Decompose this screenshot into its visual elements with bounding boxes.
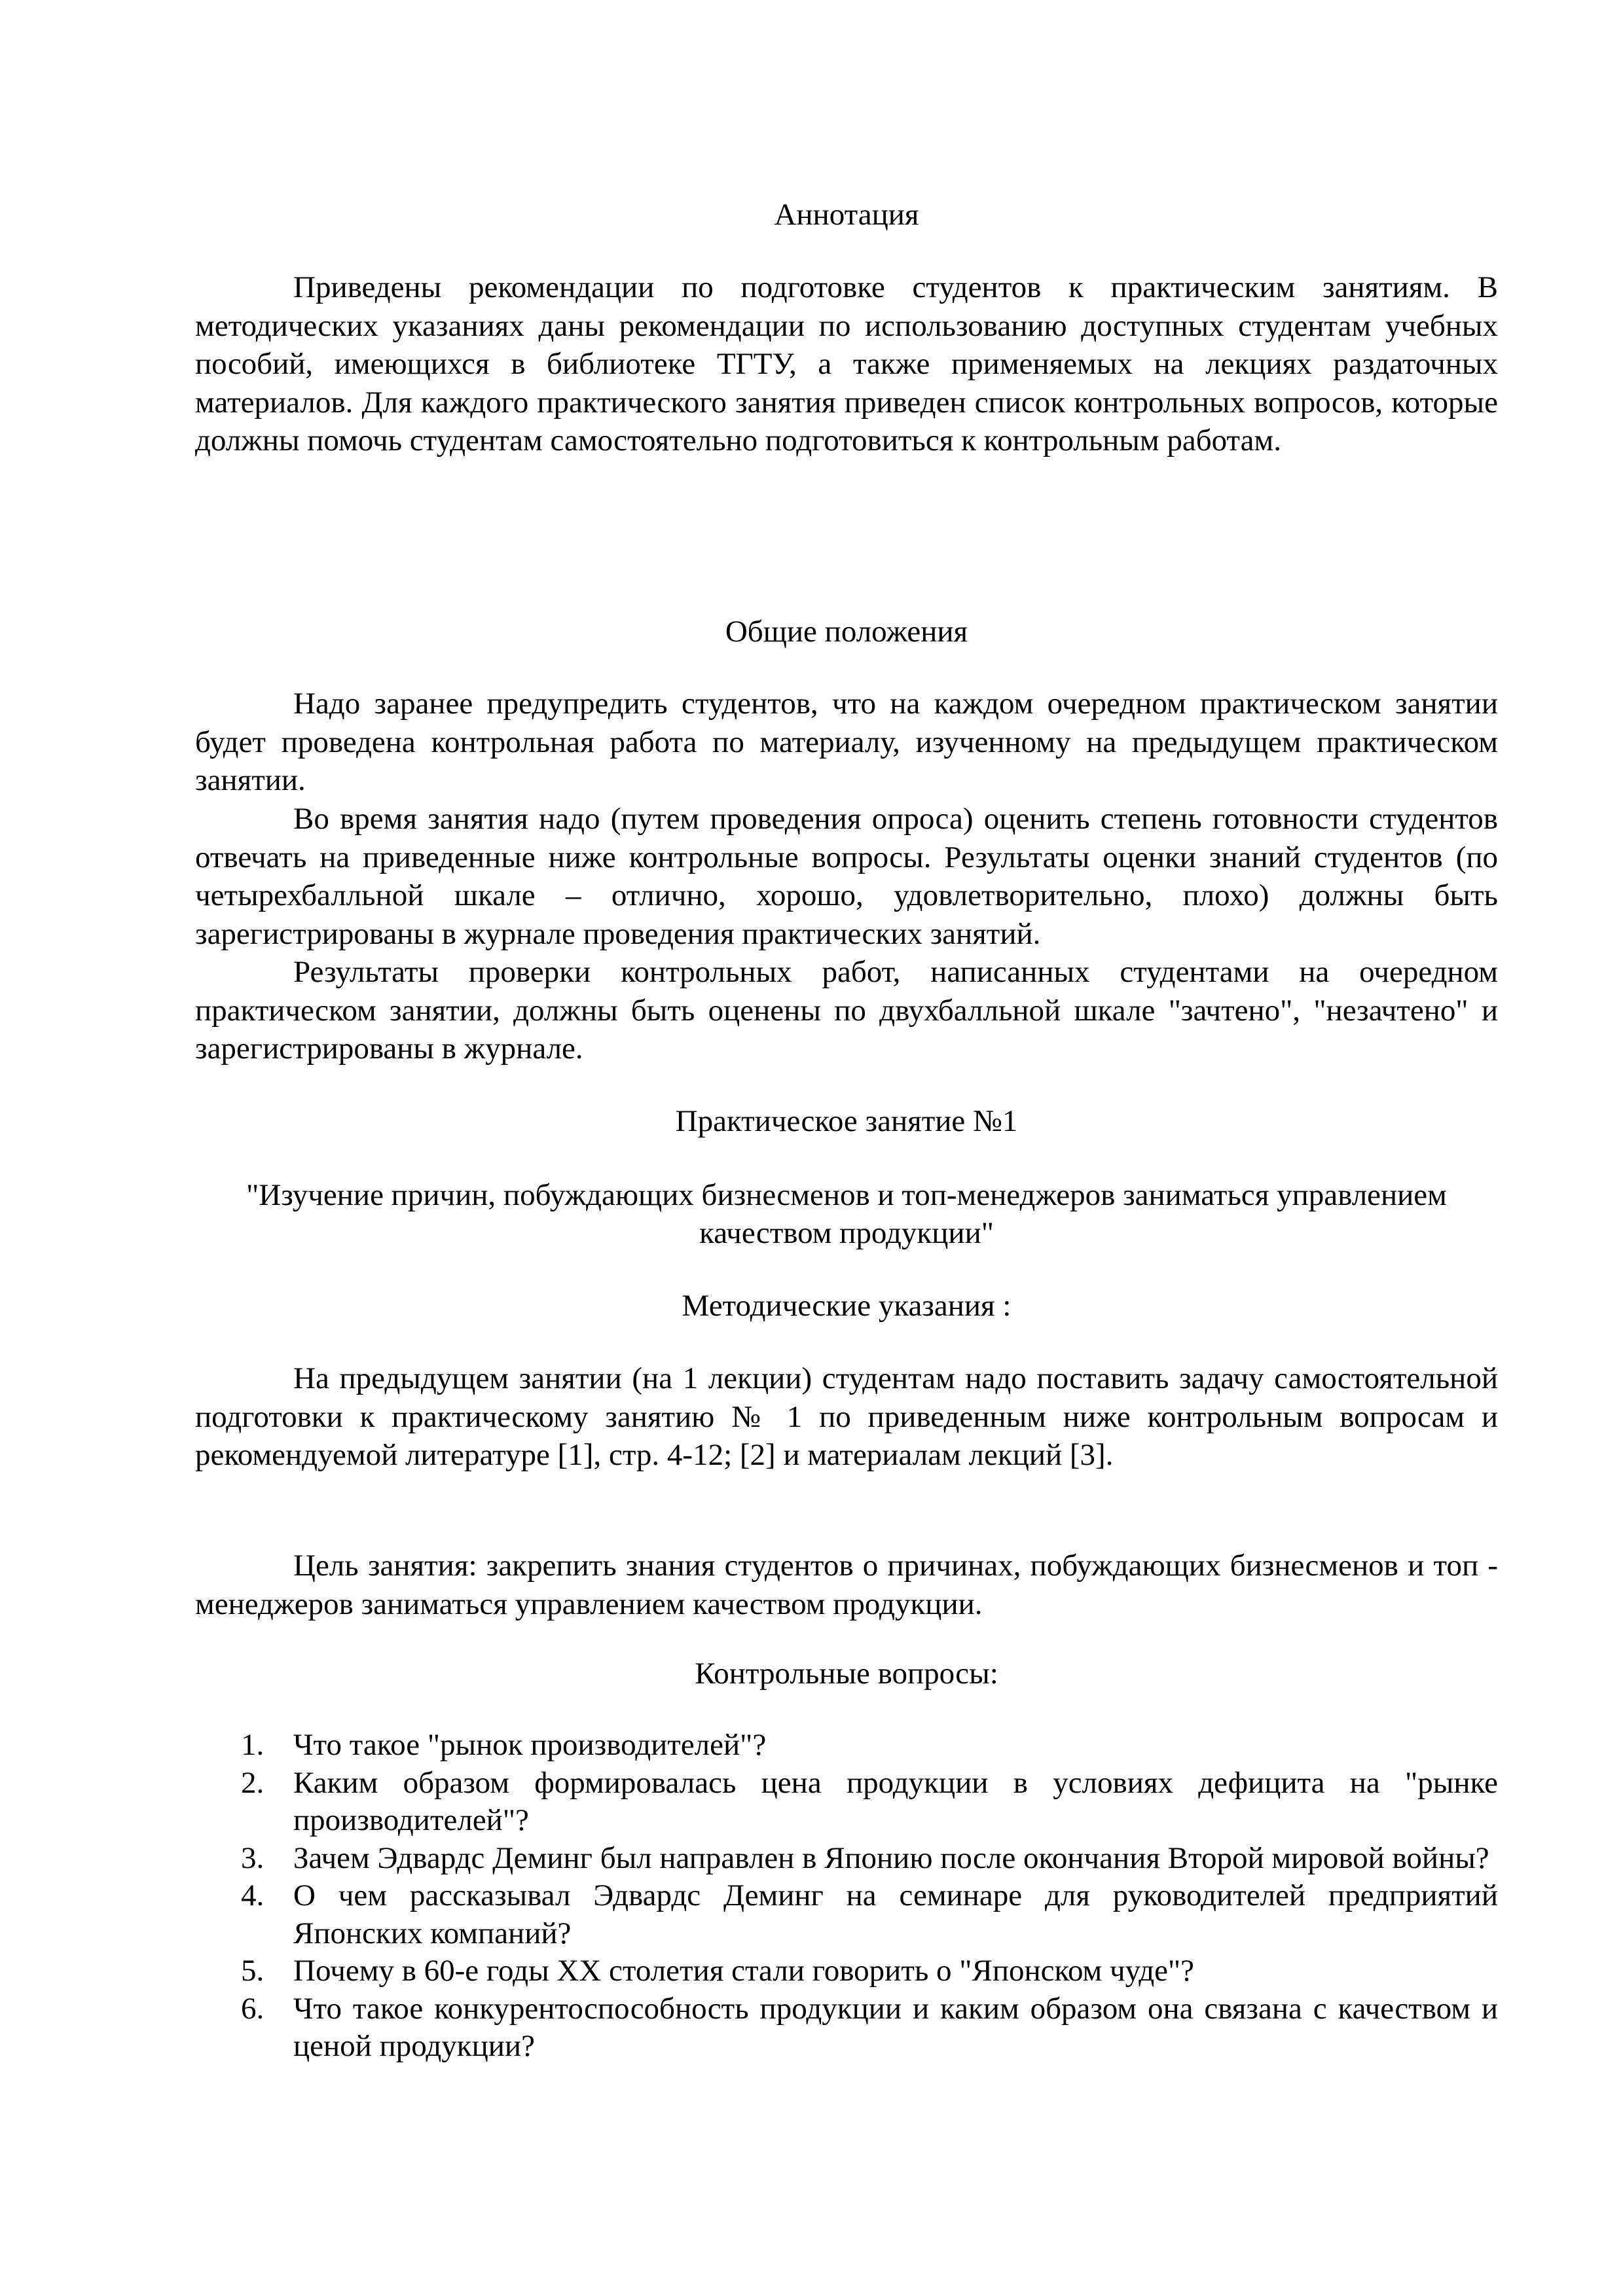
- annotation-text: Приведены рекомендации по подготовке студентов к практическим занятиям. В методических указаниях даны рекомендации по использованию доступных студентам учебных пособий, имеющихся в библиотеке ТГТУ, а также применяемых на лекциях раздаточных материалов. Для каждого практического занятия приведен список контрольных вопросов, которые должны помочь студентам самостоятельно подготовиться к контрольным работам.: [195, 270, 1498, 457]
- general-title: Общие положения: [725, 615, 968, 649]
- questions-title: Контрольные вопросы:: [695, 1657, 998, 1691]
- question-item: [195, 1840, 1498, 1878]
- question-number: 2.: [241, 1765, 264, 1800]
- goal-text: Цель занятия: закрепить знания студентов о причинах, побуждающих бизнесменов и топ - менеджеров заниматься управлением качеством продукции.: [195, 1549, 1498, 1621]
- lesson-topic-line-2: качеством продукции": [699, 1216, 994, 1250]
- lesson-title: Практическое занятие №1: [675, 1104, 1018, 1138]
- lesson-topic-line-1: "Изучение причин, побуждающих бизнесменов и топ-менеджеров заниматься управлением: [246, 1178, 1447, 1212]
- question-number: 6.: [241, 1991, 264, 2026]
- question-item: [195, 1952, 1498, 1990]
- question-text: О чем рассказывал Эдвардс Деминг на семинаре для руководителей предприятий Японских компаний?: [293, 1878, 1498, 1950]
- questions-list: [195, 1727, 1498, 2066]
- question-number: 4.: [241, 1878, 264, 1912]
- question-number: 1.: [241, 1728, 264, 1762]
- question-text: Что такое "рынок производителей"?: [293, 1728, 767, 1762]
- question-item: [195, 1765, 1498, 1840]
- guidelines-text: На предыдущем занятии (на 1 лекции) студентам надо поставить задачу самостоятельной подготовки к практическому занятию № 1 по приведенным ниже контрольным вопросам и рекомендуемой литературе [1], стр. 4-12; [2] и материалам лекций [3].: [195, 1361, 1498, 1472]
- question-text: Зачем Эдвардс Деминг был направлен в Японию после окончания Второй мировой войны?: [293, 1840, 1489, 1875]
- question-number: 3.: [241, 1840, 264, 1875]
- question-item: [195, 1727, 1498, 1765]
- question-number: 5.: [241, 1954, 264, 1988]
- question-text: Каким образом формировалась цена продукции в условиях дефицита на "рынке производителей"?: [293, 1765, 1498, 1837]
- general-paragraph-1: Надо заранее предупредить студентов, что на каждом очередном практическом занятии будет проведена контрольная работа по материалу, изученному на предыдущем практическом занятии.: [195, 687, 1498, 797]
- question-item: [195, 1990, 1498, 2066]
- question-item: [195, 1877, 1498, 1952]
- guidelines-title: Методические указания :: [682, 1289, 1012, 1323]
- general-paragraph-2: Во время занятия надо (путем проведения опроса) оценить степень готовности студентов отвечать на приведенные ниже контрольные вопросы. Результаты оценки знаний студентов (по четырехбалльной шкале – отлично, хорошо, удовлетворительно, плохо) должны быть зарегистрированы в журнале проведения практических занятий.: [195, 802, 1498, 951]
- general-paragraph-3: Результаты проверки контрольных работ, написанных студентами на очередном практическом занятии, должны быть оценены по двухбалльной шкале "зачтено", "незачтено" и зарегистрированы в журнале.: [195, 955, 1498, 1066]
- annotation-title: Аннотация: [774, 198, 919, 232]
- question-text: Что такое конкурентоспособность продукции и каким образом она связана с качеством и ценой продукции?: [293, 1991, 1498, 2063]
- question-text: Почему в 60-е годы XX столетия стали говорить о "Японском чуде"?: [293, 1954, 1195, 1988]
